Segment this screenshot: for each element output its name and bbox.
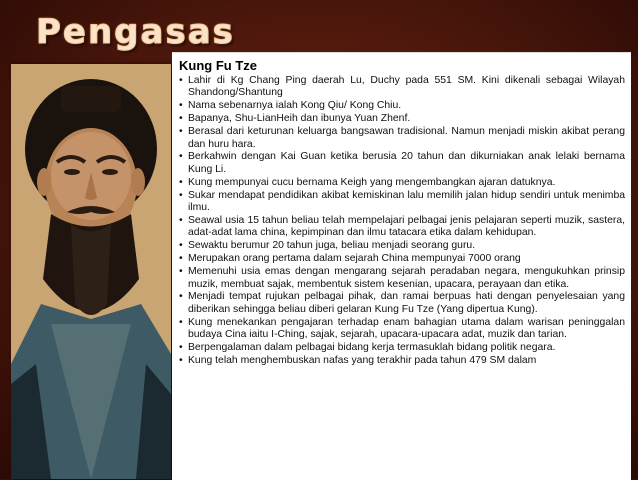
list-item: • Sewaktu berumur 20 tahun juga, beliau menjadi seorang guru. [179,240,625,252]
list-item: • Kung menekankan pengajaran terhadap enam bahagian utama dalam warisan peninggalan budaya Cina iaitu I-Ching, sajak, sejarah, upacara-upacara adat, muzik dan tarian. [179,317,625,342]
list-item: • Bapanya, Shu-LianHeih dan ibunya Yuan Zhenf. [179,113,625,125]
list-item: • Memenuhi usia emas dengan mengarang sejarah peradaban negara, mengukuhkan prinsip muzik, membuat sajak, membentuk sistem kesenian, upacara, perayaan dan etika. [179,266,625,291]
list-item: • Berasal dari keturunan keluarga bangsawan tradisional. Namun menjadi miskin akibat perang dan huru hara. [179,126,625,151]
list-item: • Menjadi tempat rujukan pelbagai pihak, dan ramai berpuas hati dengan penyelesaian yang diberikan sehingga beliau diberi gelaran Kung Fu Tze (Yang dipertua Kung). [179,291,625,316]
list-item: • Sukar mendapat pendidikan akibat kemiskinan lalu memilih jalan hidup sendiri untuk menimba ilmu. [179,190,625,215]
portrait-illustration [11,64,171,479]
list-item: • Berpengalaman dalam pelbagai bidang kerja termasuklah bidang politik negara. [179,342,625,354]
list-item: • Lahir di Kg Chang Ping daerah Lu, Duchy pada 551 SM. Kini dikenali sebagai Wilayah Shandong/Shantung [179,75,625,100]
slide-title: Pengasas [36,12,235,52]
confucius-portrait [11,64,171,479]
panel-heading: Kung Fu Tze [179,58,257,73]
content-panel [172,52,631,480]
list-item: • Kung telah menghembuskan nafas yang terakhir pada tahun 479 SM dalam [179,355,625,367]
list-item: • Seawal usia 15 tahun beliau telah mempelajari pelbagai jenis pelajaran seperti muzik, sastera, adat-adat lama china, kepimpinan dan ilmu tatacara etika dalam kehidupan. [179,215,625,240]
list-item: • Kung mempunyai cucu bernama Keigh yang mengembangkan ajaran datuknya. [179,177,625,189]
list-item: • Berkahwin dengan Kai Guan ketika berusia 20 tahun dan dikurniakan anak lelaki bernama Kung Li. [179,151,625,176]
facts-list [172,75,631,367]
list-item: • Nama sebenarnya ialah Kong Qiu/ Kong Chiu. [179,100,625,112]
list-item: • Merupakan orang pertama dalam sejarah China mempunyai 7000 orang [179,253,625,265]
